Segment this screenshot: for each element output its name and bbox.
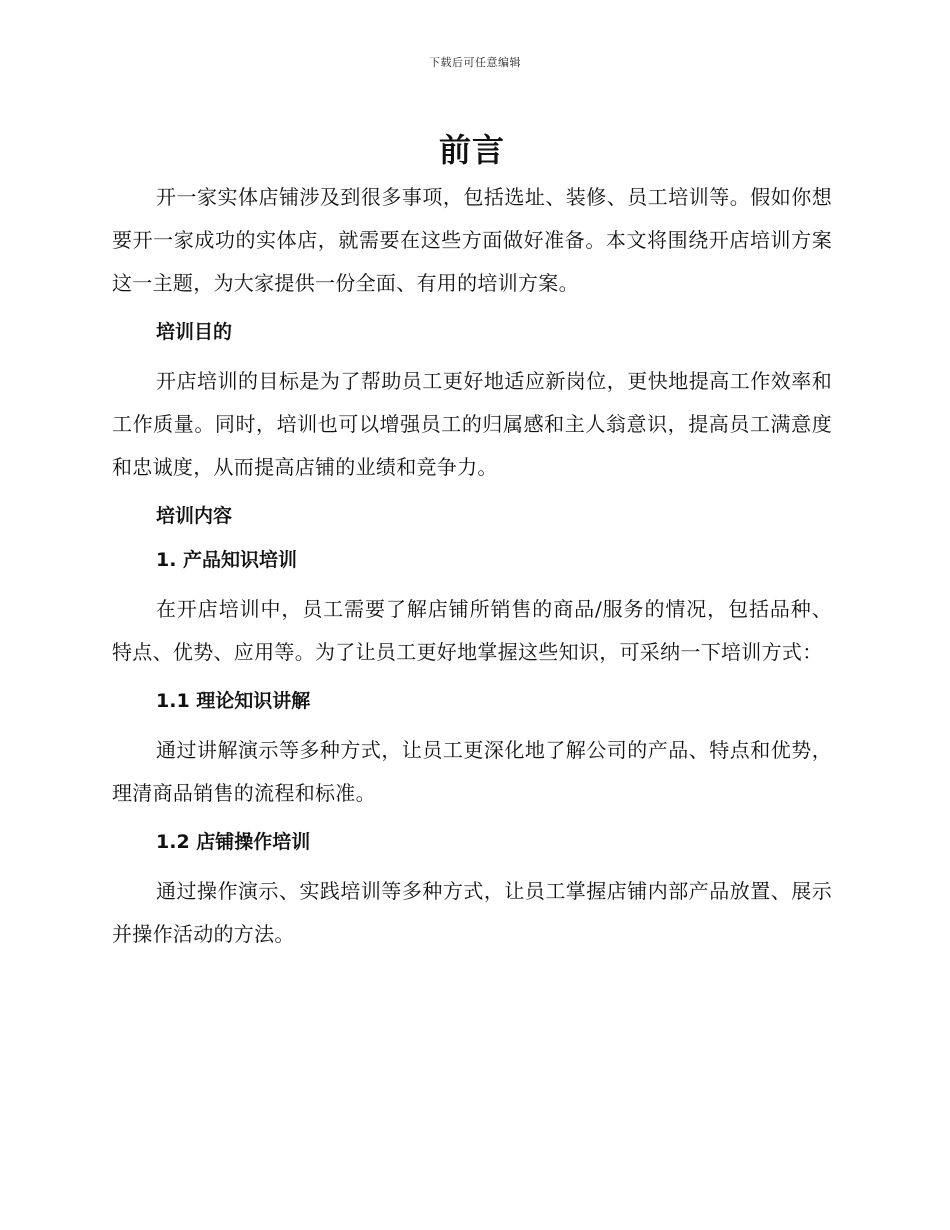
section-heading-store-operation: 1.2 店铺操作培训	[156, 831, 311, 853]
section-body-product-knowledge: 在开店培训中，员工需要了解店铺所销售的商品/服务的情况，包括品种、特点、优势、应用等。为了让员工更好地掌握这些知识，可采纳一下培训方式：	[112, 597, 832, 664]
section-body-theory: 通过讲解演示等多种方式，让员工更深化地了解公司的产品、特点和优势，理清商品销售的流程和标准。	[112, 738, 832, 805]
document-body	[112, 126, 832, 956]
header-note: 下载后可任意编辑	[429, 56, 521, 69]
document-title: 前言	[438, 131, 505, 169]
section-heading-purpose: 培训目的	[156, 321, 233, 343]
section-heading-content: 培训内容	[156, 505, 233, 527]
intro-paragraph: 开一家实体店铺涉及到很多事项，包括选址、装修、员工培训等。假如你想要开一家成功的实体店，就需要在这些方面做好准备。本文将围绕开店培训方案这一主题，为大家提供一份全面、有用的培训方案。	[112, 185, 832, 295]
section-heading-theory: 1.1 理论知识讲解	[156, 690, 311, 712]
section-body-purpose: 开店培训的目标是为了帮助员工更好地适应新岗位，更快地提高工作效率和工作质量。同时，培训也可以增强员工的归属感和主人翁意识，提高员工满意度和忠诚度，从而提高店铺的业绩和竞争力。	[112, 369, 832, 479]
section-heading-product-knowledge: 1. 产品知识培训	[156, 549, 298, 571]
section-body-store-operation: 通过操作演示、实践培训等多种方式，让员工掌握店铺内部产品放置、展示并操作活动的方法。	[112, 879, 832, 946]
